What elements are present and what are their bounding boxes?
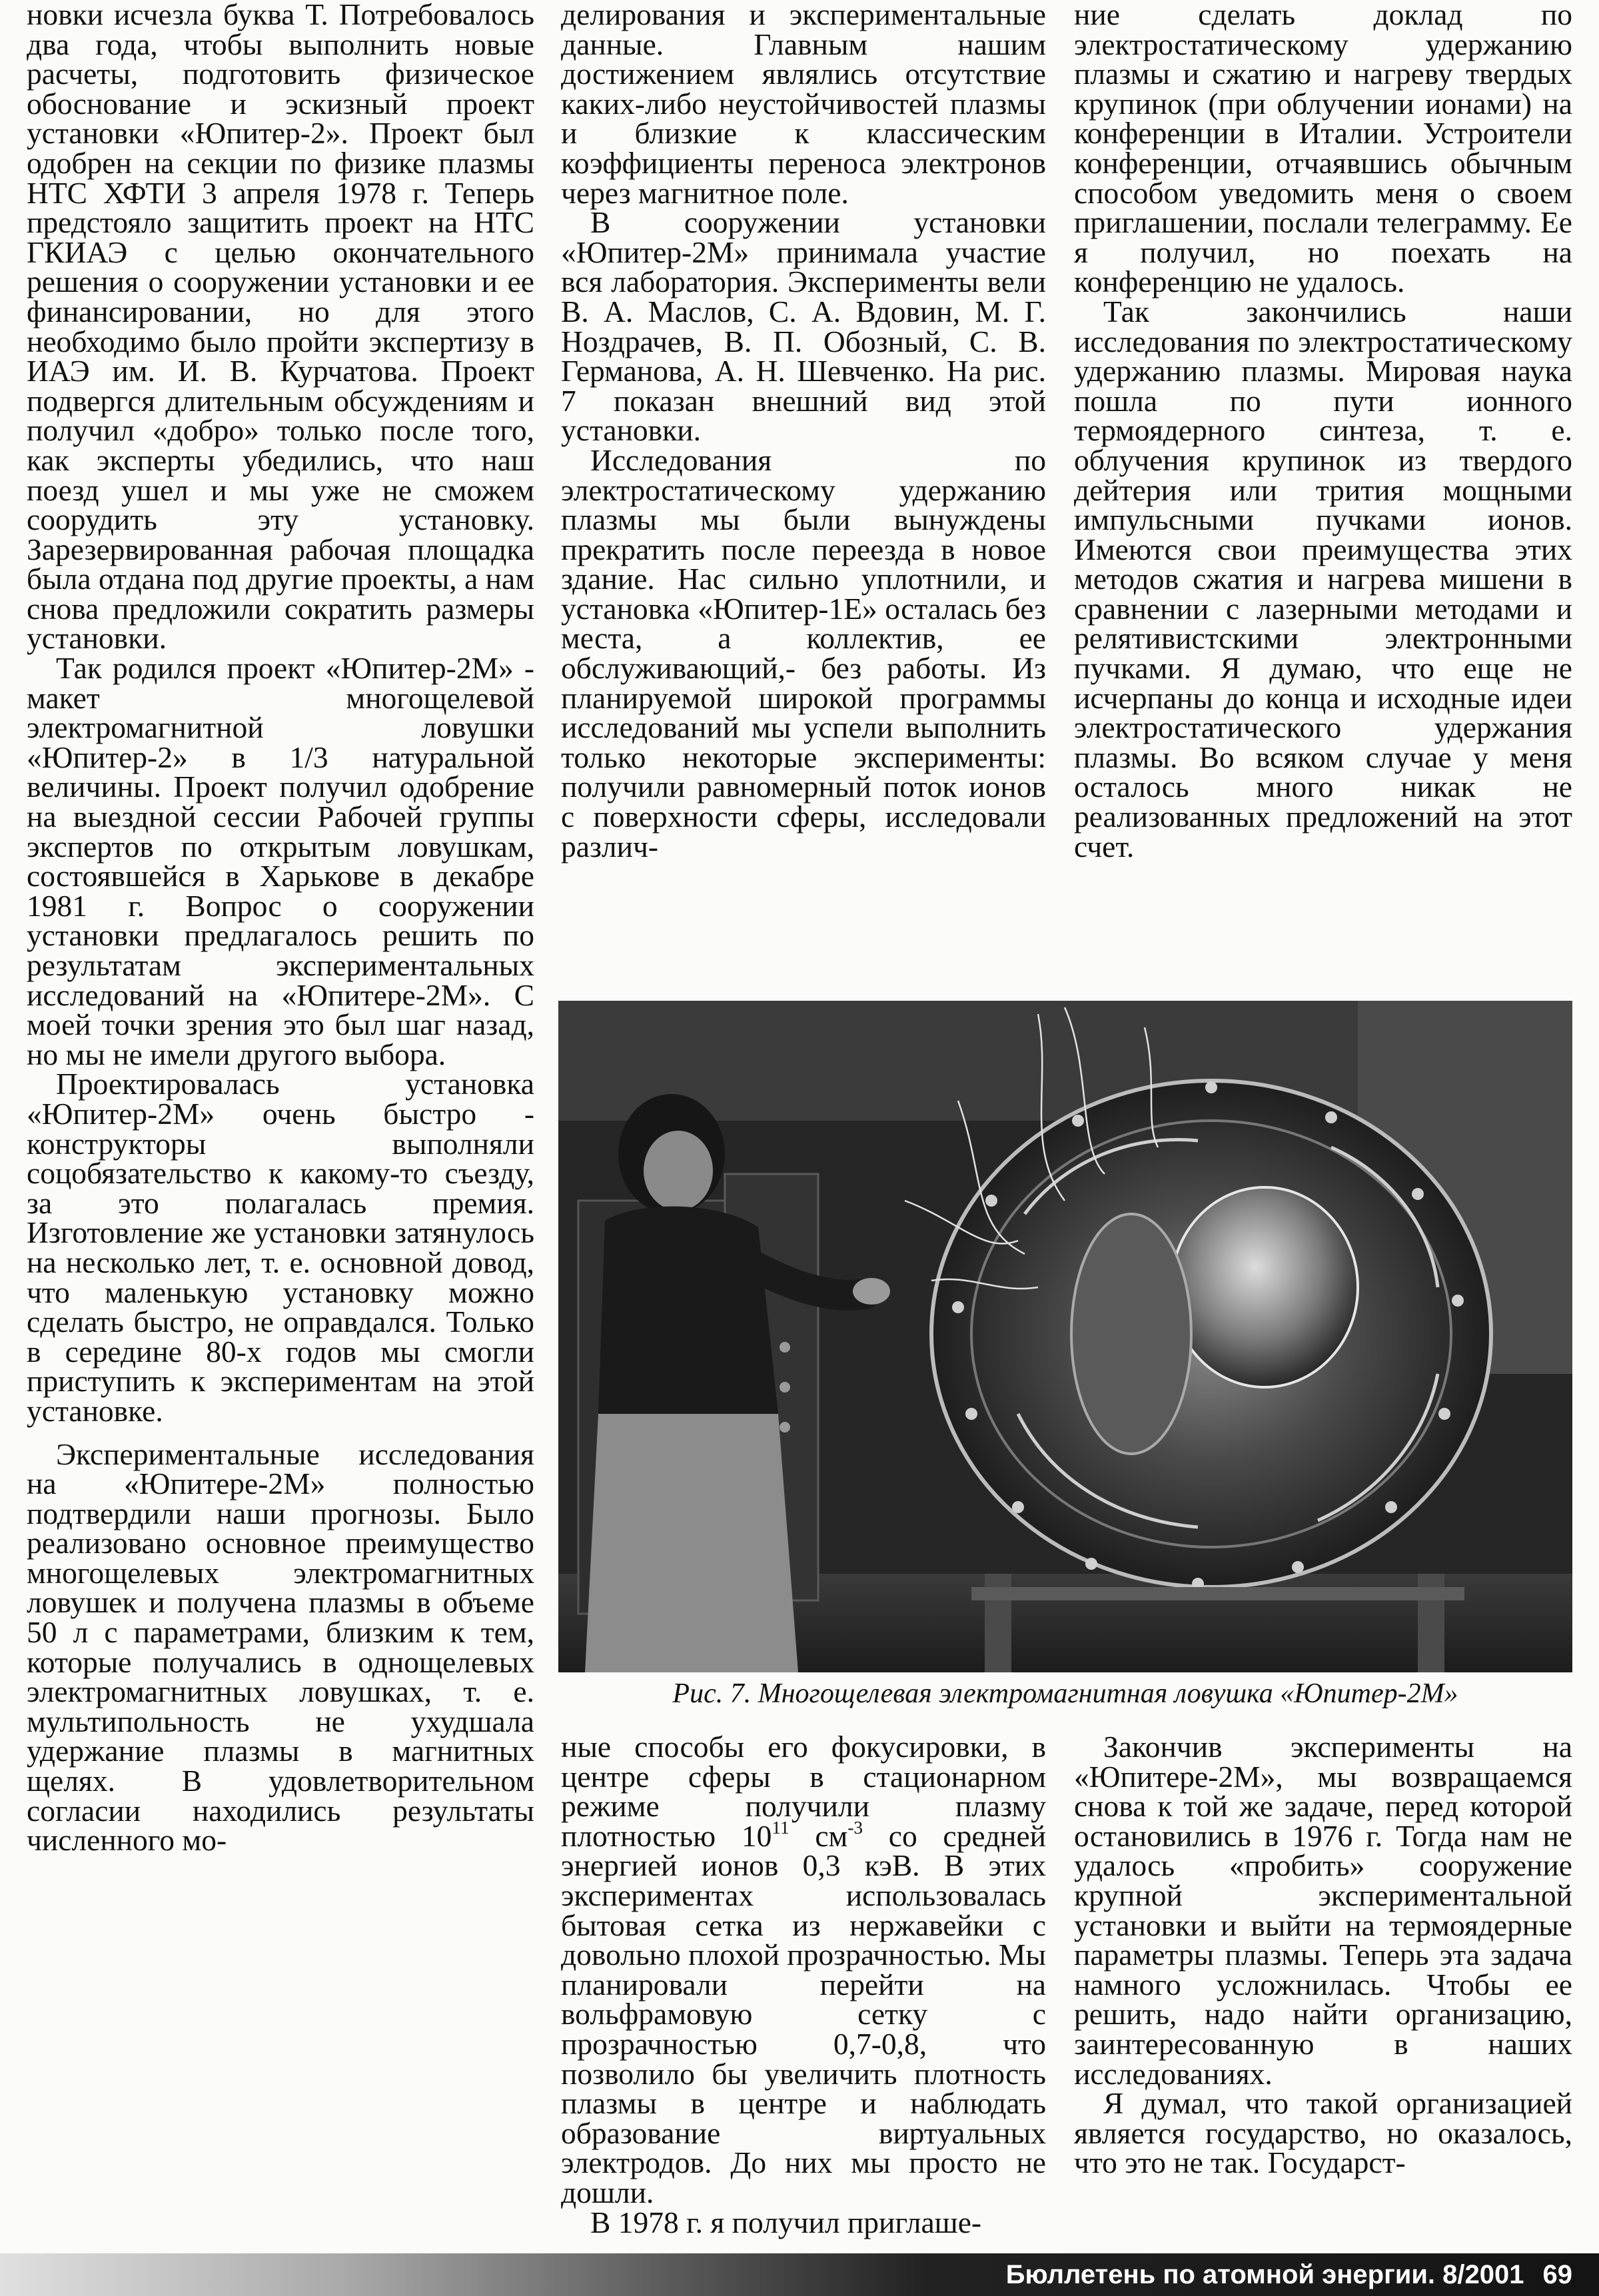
middle-column-top bbox=[561, 0, 1046, 861]
paragraph: Закончив эксперименты на «Юпитере-2М», мы возвращаемся снова к той же задаче, перед которой остановились в 1976 г. Тогда нам не удалось «пробить» сооружение крупной экспериментальной установки и выйти на термоядерные параметры плазмы. Теперь эта задача намного усложнилась. Чтобы ее решить, надо найти организацию, заинтересованную в наших исследованиях. bbox=[1074, 1730, 1572, 2091]
paragraph: ние сделать доклад по электростатическому удержанию плазмы и сжатию и нагреву твердых крупинок (при облучении ионами) на конференции в Италии. Устроители конференции, отчаявшись обычным способом уведомить меня о своем приглашении, послали телеграмму. Ее я получил, но поехать на конференцию не удалось. bbox=[1074, 0, 1572, 299]
journal-title: Бюллетень по атомной энергии. 8/2001 bbox=[1005, 2260, 1524, 2289]
right-column-bottom bbox=[1074, 1732, 1572, 2178]
page-number: 69 bbox=[1542, 2260, 1572, 2289]
figure-caption: Рис. 7. Многощелевая электромагнитная ловушка «Юпитер-2М» bbox=[672, 1678, 1458, 1709]
left-column bbox=[27, 0, 534, 1856]
paragraph: Так родился проект «Юпитер-2М» - макет многощелевой электромагнитной ловушки «Юпитер-2» в 1/3 натуральной величины. Проект получил одобрение на выездной сессии Рабочей группы экспертов по открытым ловушкам, состоявшейся в Харькове в декабре 1981 г. Вопрос о сооружении установки предлагалось решить по результатам экспериментальных исследований на «Юпитере-2М». С моей точки зрения это был шаг назад, но мы не имели другого выбора. bbox=[27, 651, 534, 1071]
paragraph: Исследования по электростатическому удержанию плазмы мы были вынуждены прекратить после переезда в новое здание. Нас сильно уплотнили, и установка «Юпитер-1Е» осталась без места, а коллектив, ее обслуживающий,- без работы. Из планируемой широкой программы исследований мы успели выполнить только некоторые эксперименты: получили равномерный поток ионов с поверхности сферы, исследовали различ- bbox=[561, 442, 1046, 863]
page-footer bbox=[0, 2253, 1599, 2296]
superscript: -3 bbox=[847, 1817, 863, 1838]
middle-column-bottom bbox=[561, 1732, 1046, 2237]
paragraph: делирования и экспериментальные данные. Главным нашим достижением являлись отсутствие каких-либо неустойчивостей плазмы и близкие к классическим коэффициенты переноса электронов через магнитное поле. bbox=[561, 0, 1046, 210]
paragraph: Так закончились наши исследования по электростатическому удержанию плазмы. Мировая наука пошла по пути ионного термоядерного синтеза, т. е. облучения крупинок из твердого дейтерия или трития мощными импульсными пучками ионов. Имеются свои преимущества этих методов сжатия и нагрева мишени в сравнении с лазерными методами и релятивистскими электронными пучками. Я думаю, что еще не исчерпаны до конца и исходные идеи электростатического удержания плазмы. Во всяком случае у меня осталось много никак не реализованных предложений на этот счет. bbox=[1074, 294, 1572, 863]
paragraph: В 1978 г. я получил приглаше- bbox=[590, 2205, 982, 2239]
superscript: 11 bbox=[772, 1817, 790, 1838]
footer-text bbox=[1006, 2259, 1572, 2291]
paragraph: Проектировалась установка «Юпитер-2М» очень быстро - конструкторы выполняли соцобязательство к какому-то съезду, за это полагалась премия. Изготовление же установки затянулось на несколько лет, т. е. основной довод, что маленькую установку можно сделать быстро, не оправдался. Только в середине 80-х годов мы смогли приступить к экспериментам на этой установке. bbox=[27, 1067, 534, 1428]
text-run: ные способы его фокусировки, в центре сферы в стационарном режиме получили плазму плотностью 10 bbox=[561, 1730, 1046, 1853]
text-run: см bbox=[789, 1818, 848, 1853]
paragraph: В сооружении установки «Юпитер-2М» принимала участие вся лаборатория. Эксперименты вели В. А. Маслов, С. А. Вдовин, М. Г. Ноздрачев, В. П. Обозный, С. В. Германова, А. Н. Шевченко. На рис. 7 показан внешний вид этой установки. bbox=[561, 205, 1046, 448]
right-column-top bbox=[1074, 0, 1572, 861]
paragraph: новки исчезла буква Т. Потребовалось два года, чтобы выполнить новые расчеты, подготовить физическое обоснование и эскизный проект установки «Юпитер-2». Проект был одобрен на секции по физике плазмы НТС ХФТИ 3 апреля 1978 г. Теперь предстояло защитить проект на НТС ГКИАЭ с целью окончательного решения о сооружении установки и ее финансировании, но для этого необходимо было пройти экспертизу в ИАЭ им. И. В. Курчатова. Проект подвергся длительным обсуждениям и получил «добро» только после того, как эксперты убедились, что наш поезд ушел и мы уже не сможем соорудить эту установку. Зарезервированная рабочая площадка была отдана под другие проекты, а нам снова предложили сократить размеры установки. bbox=[27, 0, 534, 656]
figure-photo bbox=[558, 1001, 1572, 1672]
jupiter-2m-device-illustration bbox=[558, 1001, 1572, 1672]
paragraph bbox=[561, 1732, 1046, 2208]
text-run: со средней энергией ионов 0,3 кэВ. В этих экспериментах использовалась бытовая сетка из нержавейки с довольно плохой прозрачностью. Мы планировали перейти на вольфрамовую сетку с прозрачностью 0,7-0,8, что позволило бы увеличить плотность плазмы в центре и наблюдать образование виртуальных электродов. До них мы просто не дошли. bbox=[561, 1818, 1046, 2209]
paragraph: Экспериментальные исследования на «Юпитере-2М» полностью подтвердили наши прогнозы. Было реализовано основное преимущество многощелевых электромагнитных ловушек и получена плазмы в объеме 50 л с параметрами, близким к тем, которые получались в однощелевых электромагнитных ловушках, т. е. мультипольность не ухудшала удержание плазмы в магнитных щелях. В удовлетворительном согласии находились результаты численного мо- bbox=[27, 1436, 534, 1858]
paragraph: Я думал, что такой организацией является государство, но оказалось, что это не так. Государст- bbox=[1074, 2086, 1572, 2180]
